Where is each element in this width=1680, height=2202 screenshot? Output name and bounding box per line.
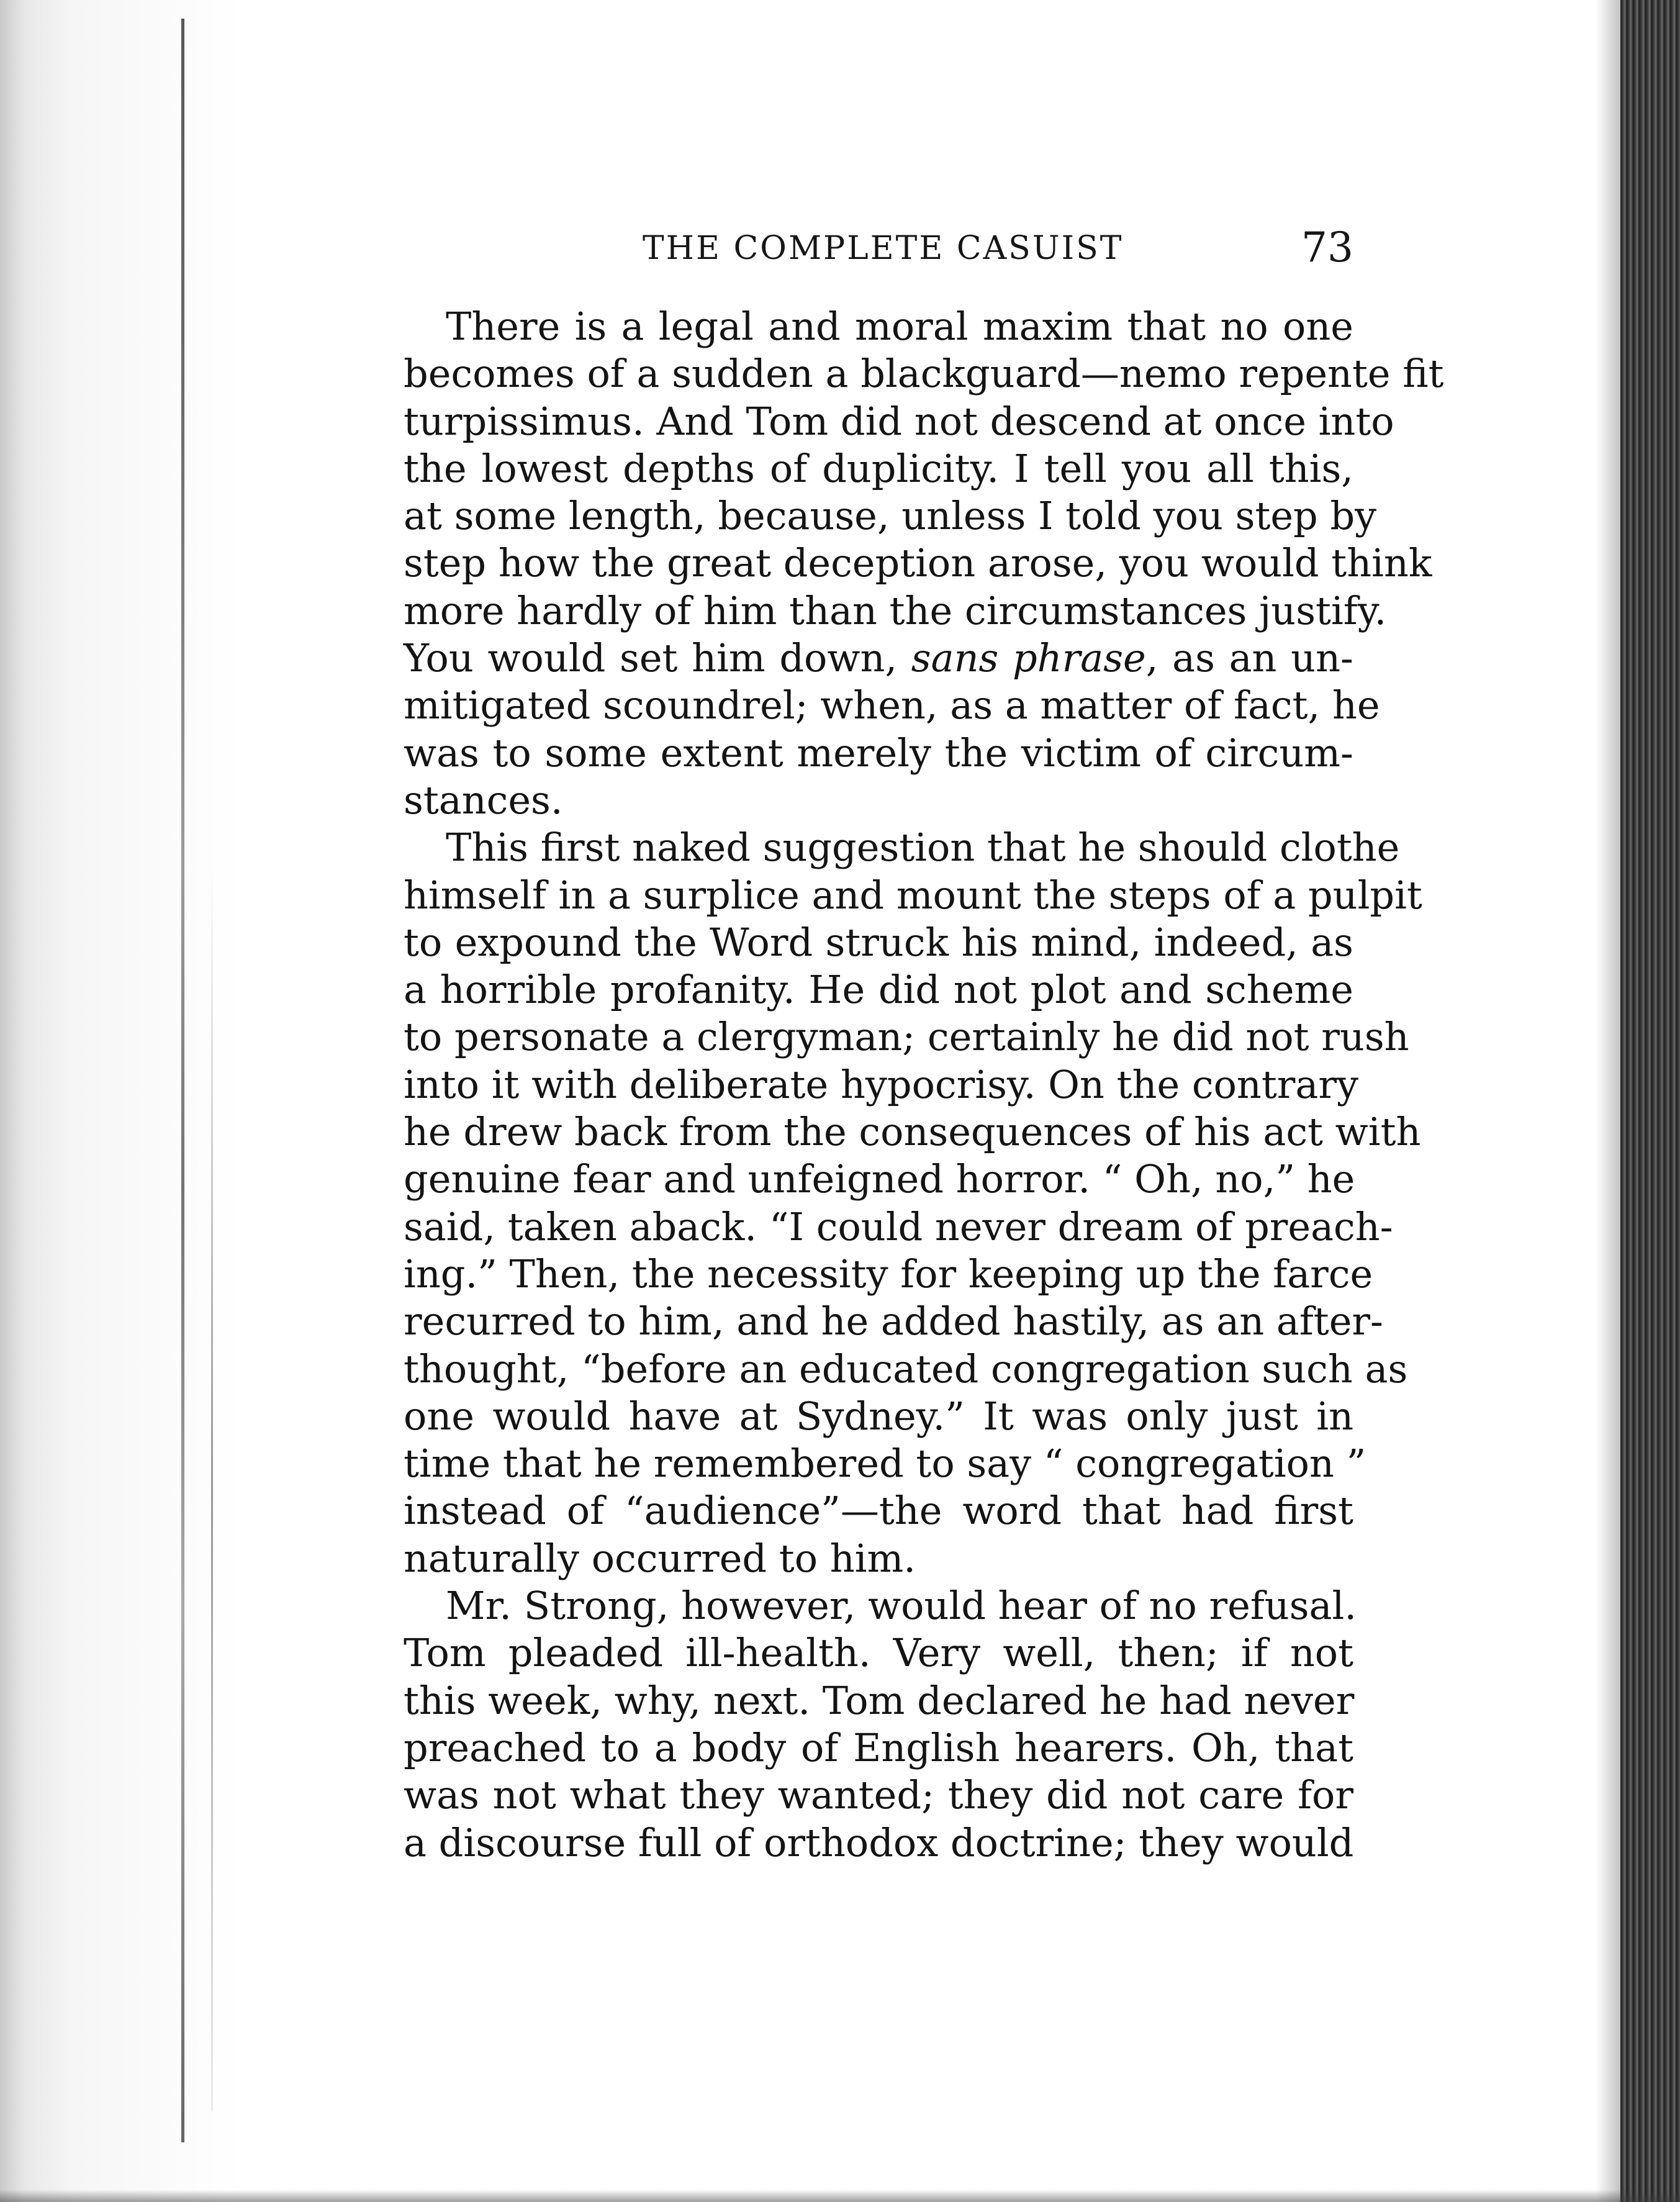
text-segment: You would set him down, [404,635,911,681]
text-line: genuine fear and unfeigned horror. “ Oh, no,” he [404,1156,1355,1202]
text-line: step how the great deception arose, you would think [404,540,1432,586]
text-line: said, taken aback. “I could never dream of preach- [404,1203,1393,1249]
text-line: turpissimus. And Tom did not descend at once into [404,398,1394,444]
text-line: This first naked suggestion that he should clothe [446,825,1400,871]
text-line: naturally occurred to him. [404,1535,916,1581]
book-page-edges [1620,0,1680,2202]
text-line: one would have at Sydney.” It was only just in [404,1393,1353,1439]
text-line: more hardly of him than the circumstances justify. [404,587,1387,633]
text-line: stances. [404,777,563,823]
text-line: was not what they wanted; they did not care for [404,1772,1353,1818]
text-line: ing.” Then, the necessity for keeping up the farce [404,1251,1373,1297]
text-line: Tom pleaded ill-health. Very well, then; if not [404,1630,1353,1676]
page-gutter-shadow [0,0,242,2202]
text-line: to expound the Word struck his mind, indeed, as [404,919,1353,965]
text-line: recurred to him, and he added hastily, as an after- [404,1298,1384,1344]
text-line: becomes of a sudden a blackguard—nemo repente fit [404,351,1444,397]
text-line: was to some extent merely the victim of circum- [404,730,1353,776]
text-line: a discourse full of orthodox doctrine; they would [404,1819,1354,1865]
text-line: time that he remembered to say “ congregation ” [404,1441,1366,1487]
page-header [397,224,1353,279]
text-line: thought, “before an educated congregation such as [404,1346,1408,1392]
text-line: a horrible profanity. He did not plot and scheme [404,967,1353,1013]
text-line: mitigated scoundrel; when, as a matter of fact, he [404,682,1380,728]
body-text [404,303,1444,1867]
running-title: THE COMPLETE CASUIST [643,230,1124,267]
text-line: into it with deliberate hypocrisy. On the contrary [404,1061,1359,1107]
text-line: Mr. Strong, however, would hear of no refusal. [446,1583,1357,1629]
text-line: himself in a surplice and mount the steps of a pulpit [404,872,1422,918]
binding-fold-shadow [211,869,213,2111]
italic-phrase: sans phrase [911,635,1146,681]
text-line: preached to a body of English hearers. Oh, that [404,1724,1353,1770]
page-number: 73 [1301,224,1353,271]
book-edge-shadow [1596,0,1620,2202]
text-line-with-italic [404,635,1353,682]
text-line: at some length, because, unless I told you step by [404,493,1377,539]
binding-fold-line [181,19,184,2142]
text-line: the lowest depths of duplicity. I tell you all this, [404,445,1353,491]
text-line: to personate a clergyman; certainly he did not rush [404,1014,1409,1060]
text-line: he drew back from the consequences of his act with [404,1109,1421,1155]
text-line: this week, why, next. Tom declared he had never [404,1677,1355,1723]
text-line: instead of “audience”—the word that had first [404,1488,1353,1534]
text-segment: , as an un- [1145,635,1353,681]
text-line: There is a legal and moral maxim that no one [446,304,1353,349]
bottom-edge-shadow [0,2190,1680,2202]
